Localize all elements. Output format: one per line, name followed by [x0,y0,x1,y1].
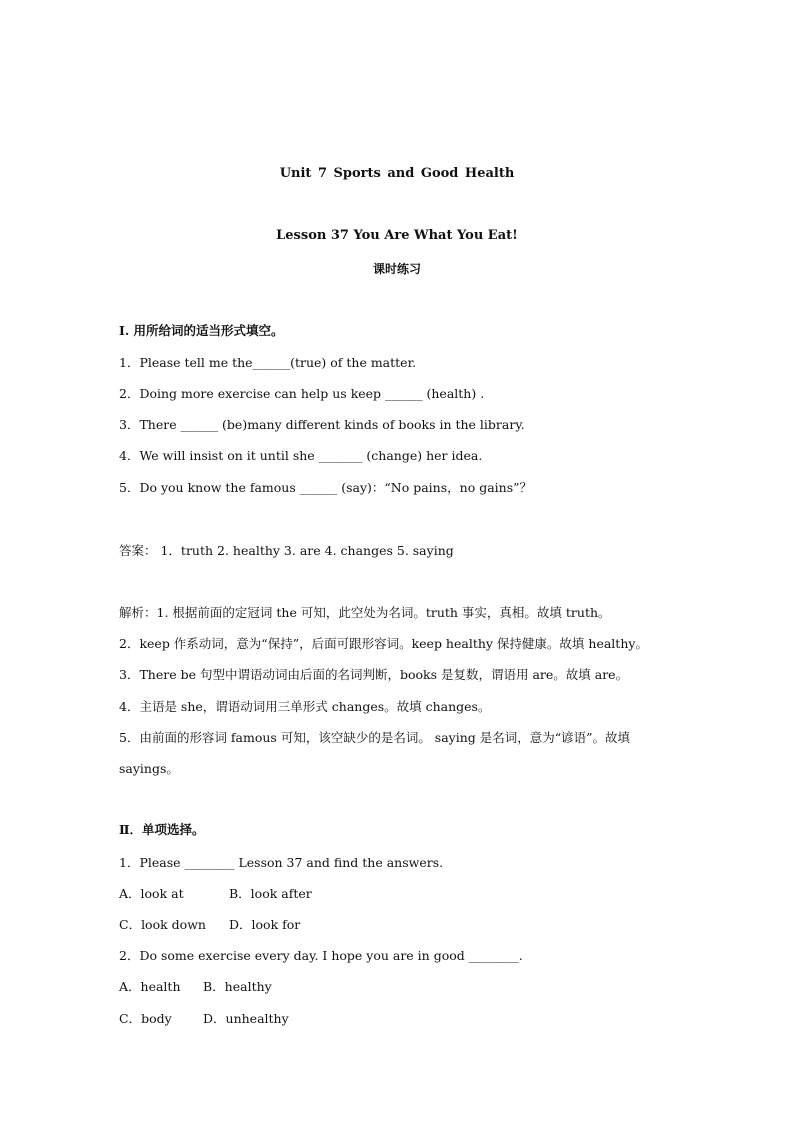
question-1-1: 1．Please tell me the______(true) of the matter. [119,355,417,370]
mc-question-1-options-row-2 [119,915,300,933]
unit-title: Unit 7 Sports and Good Health [279,166,515,181]
section-1-heading: Ⅰ. 用所给词的适当形式填空。 [119,323,284,338]
answer-line: 答案： 1．truth 2. healthy 3. are 4. changes 5. saying [119,543,454,558]
mc-question-1-options-row-1 [119,884,312,902]
option-b: B．look after [229,886,312,901]
lesson-title: Lesson 37 You Are What You Eat! [276,228,518,243]
explanation-2: 2．keep 作系动词，意为“保持”，后面可跟形容词。keep healthy 保持健康。故填 healthy。 [119,636,648,651]
question-1-5: 5．Do you know the famous ______ (say)：“No pains，no gains”？ [119,480,533,495]
explanation-5: 5．由前面的形容词 famous 可知，该空缺少的是名词。 saying 是名词，意为“谚语”。故填 [119,730,631,745]
explanation-3: 3．There be 句型中谓语动词由后面的名词判断，books 是复数，谓语用 are。故填 are。 [119,667,629,682]
option-d: D．look for [229,917,301,932]
question-1-3: 3．There ______ (be)many different kinds of books in the library. [119,417,525,432]
section-2-heading: Ⅱ．单项选择。 [119,822,205,837]
mc-question-2-options-row-2 [119,1009,289,1027]
option-c: C．look down [119,917,206,932]
mc-question-1-stem: 1．Please ________ Lesson 37 and find the answers. [119,855,444,870]
mc-question-2-options-row-1 [119,977,272,995]
option-b: B．healthy [203,979,272,994]
question-1-4: 4．We will insist on it until she _______ (change) her idea. [119,448,483,463]
option-a: A．look at [119,886,184,901]
option-d: D．unhealthy [203,1011,289,1026]
lesson-subtitle: 课时练习 [372,262,421,276]
option-c: C．body [119,1011,172,1026]
explanation-1: 解析：1. 根据前面的定冠词 the 可知，此空处为名词。truth 事实，真相。故填 truth。 [119,605,611,620]
explanation-4: 4．主语是 she，谓语动词用三单形式 changes。故填 changes。 [119,699,491,714]
explanation-5-continued: sayings。 [119,761,179,776]
question-1-2: 2．Doing more exercise can help us keep ______ (health) . [119,386,485,401]
option-a: A．health [119,979,181,994]
mc-question-2-stem: 2．Do some exercise every day. I hope you are in good ________. [119,948,523,963]
